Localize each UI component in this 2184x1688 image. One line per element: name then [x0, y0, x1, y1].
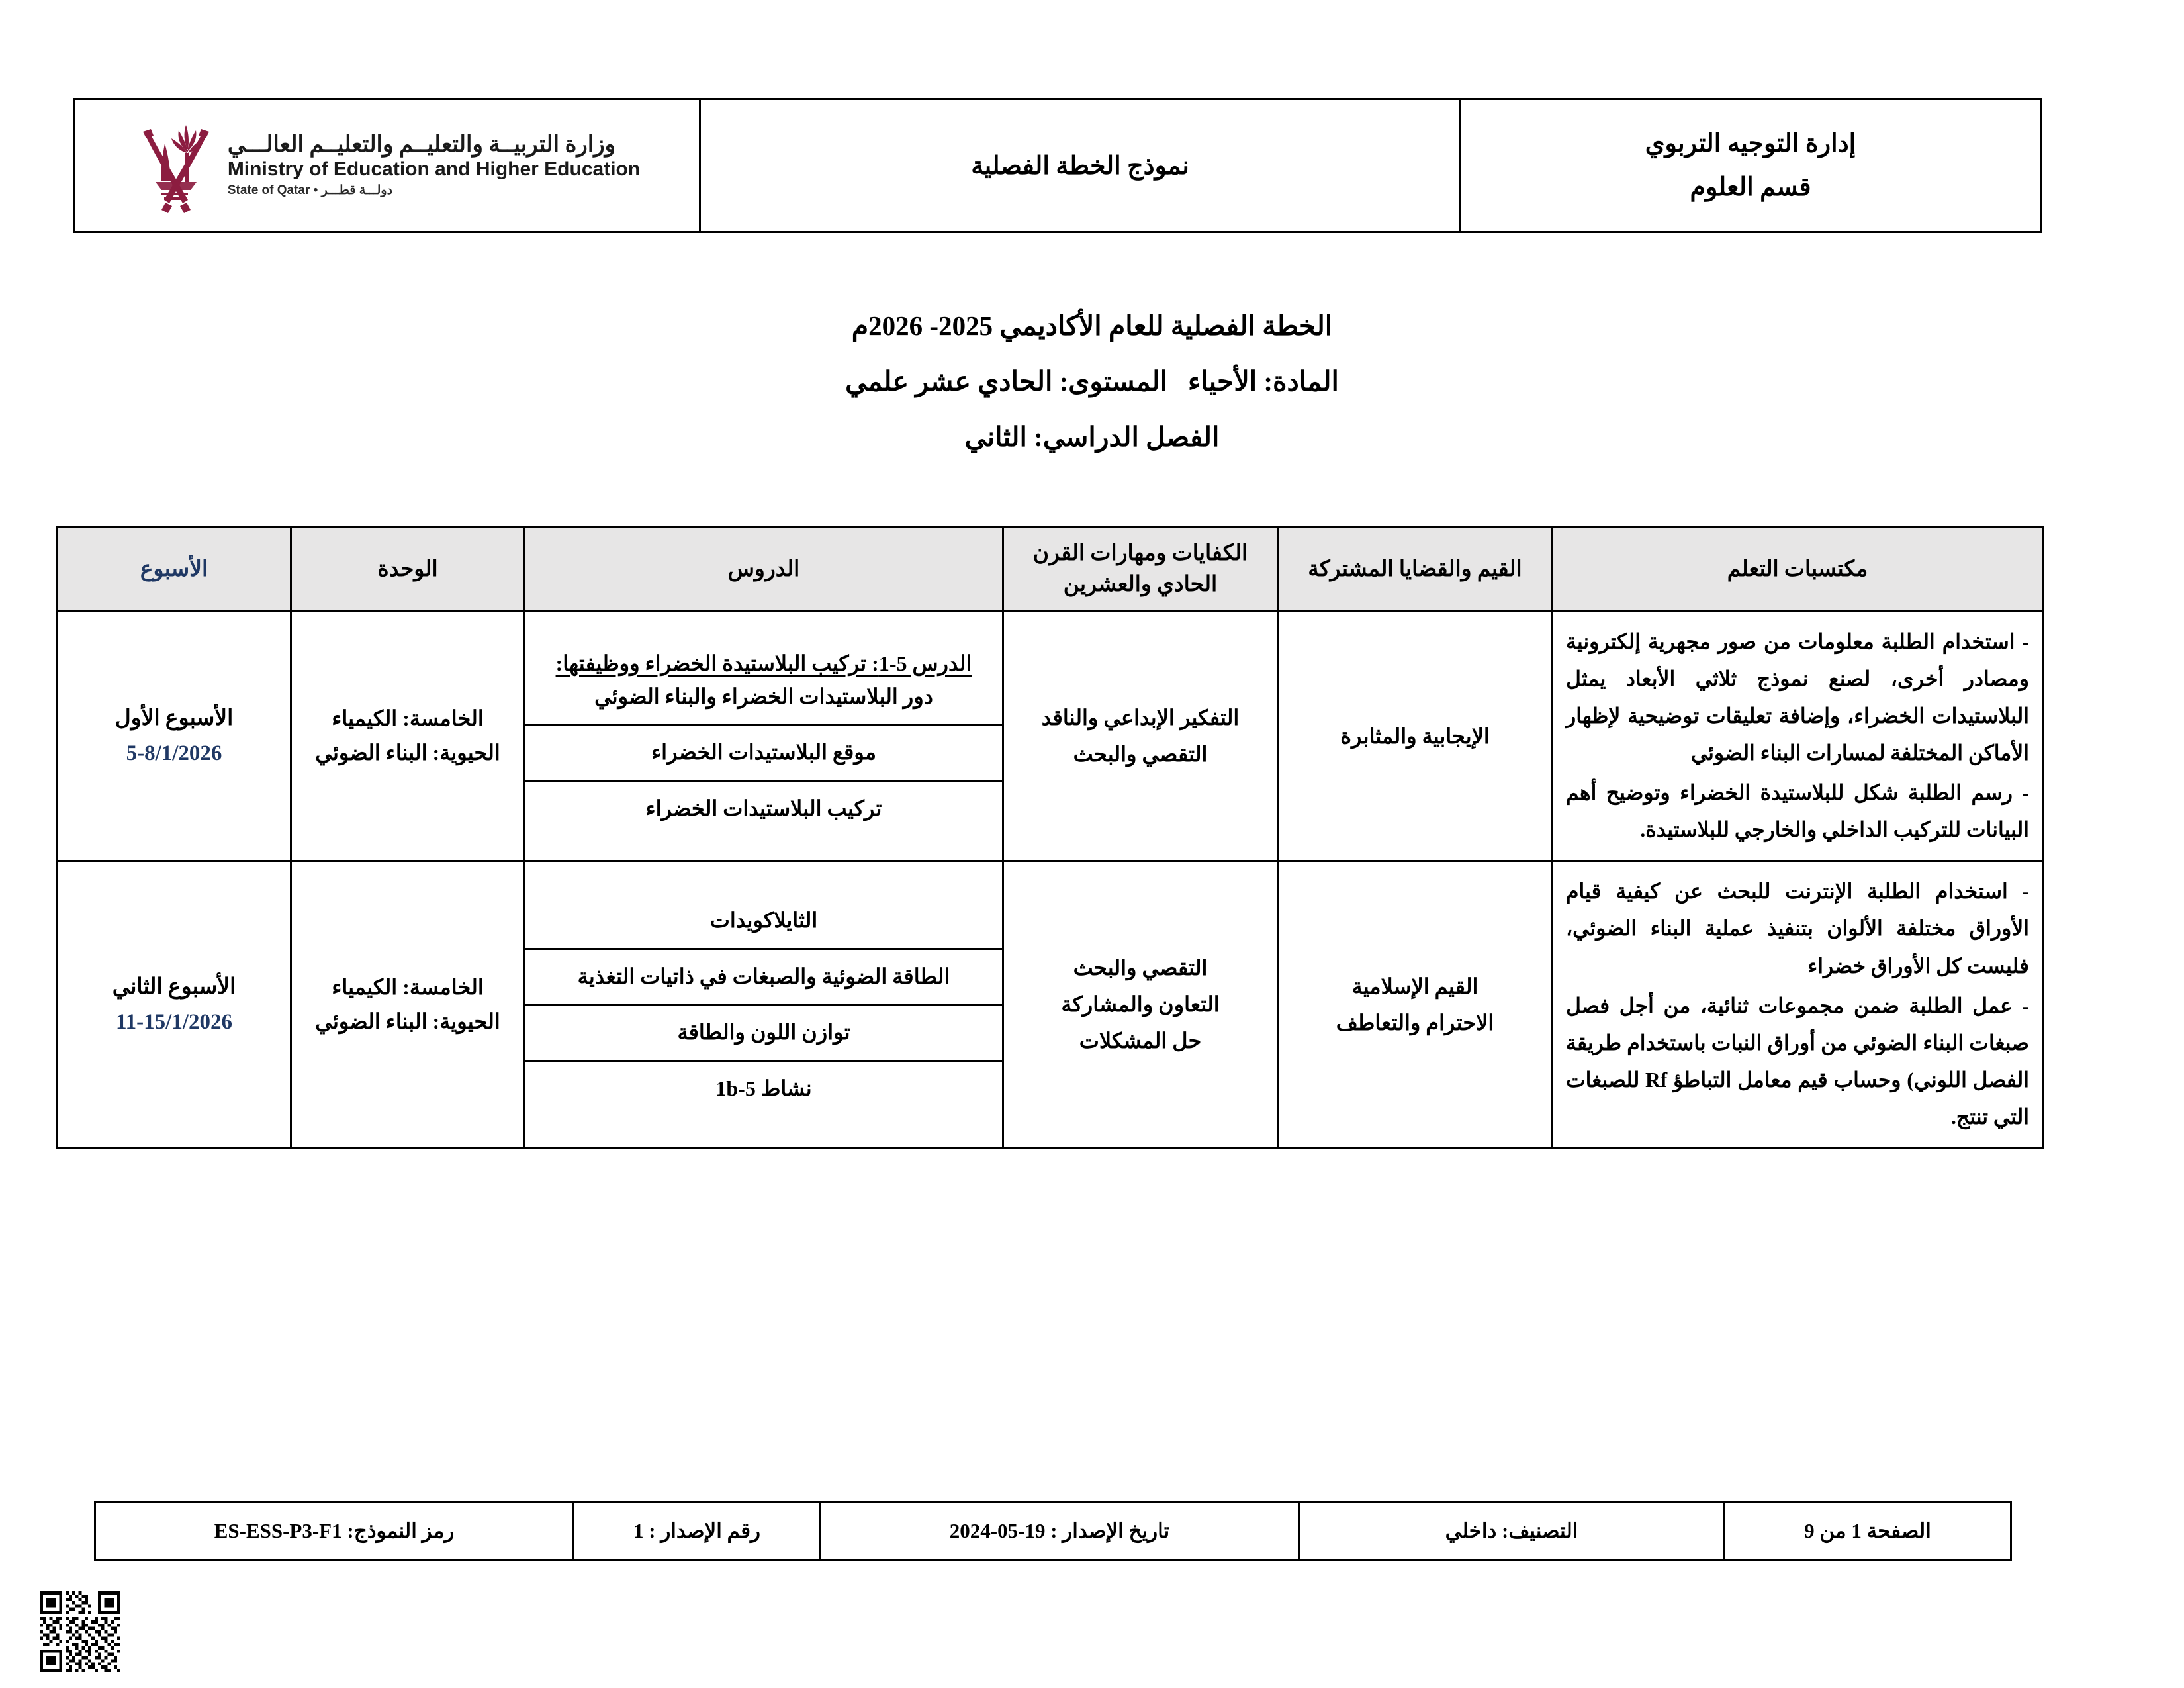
lesson-cell	[525, 780, 1002, 835]
footer-issue-date: تاريخ الإصدار : 19-05-2024	[821, 1503, 1299, 1560]
lesson-cell	[525, 949, 1002, 1005]
form-title: نموذج الخطة الفصلية	[971, 152, 1189, 180]
cell-values	[1278, 861, 1553, 1148]
lessons-list	[525, 637, 1002, 835]
lesson-cell	[525, 637, 1002, 725]
table-row	[58, 612, 2043, 861]
table-row	[58, 861, 2043, 1148]
cell-unit	[291, 861, 525, 1148]
plan-title-academic-year: الخطة الفصلية للعام الأكاديمي 2025- 2026م	[851, 310, 1333, 341]
plan-titles	[0, 298, 2184, 465]
week-date: 5-8/1/2026	[126, 741, 222, 766]
lesson-row	[525, 725, 1002, 781]
lesson-line: تركيب البلاستيدات الخضراء	[645, 796, 882, 820]
semester-plan-table	[56, 526, 2044, 1149]
column-header-unit: الوحدة	[291, 528, 525, 612]
competency-item: التقصي والبحث	[1073, 742, 1208, 767]
column-header-values: القيم والقضايا المشتركة	[1278, 528, 1553, 612]
plan-title-subject-level: المادة: الأحياء المستوى: الحادي عشر علمي	[845, 366, 1339, 397]
cell-outcomes	[1553, 861, 2043, 1148]
week-name: الأسبوع الثاني	[112, 974, 236, 999]
outcome-item: - استخدام الطلبة معلومات من صور مجهرية إلكترونية ومصادر أخرى، لصنع نموذج ثلاثي الأبعاد يمثل البلاستيدات الخضراء، وإضافة تعليقات توضيحية لإظهار الأماكن المختلفة لمسارات البناء الضوئي	[1566, 630, 2029, 765]
column-header-lessons: الدروس	[525, 528, 1003, 612]
value-item: الاحترام والتعاطف	[1336, 1010, 1494, 1035]
lesson-line: الثايلاكويدات	[709, 908, 818, 932]
table-body	[58, 612, 2043, 1149]
unit-text: الخامسة: الكيمياء الحيوية: البناء الضوئي	[315, 706, 500, 765]
table-header-row	[58, 528, 2043, 612]
competency-item: التقصي والبحث	[1073, 956, 1208, 980]
footer-issue-number: رقم الإصدار : 1	[574, 1503, 821, 1560]
lesson-line: الطاقة الضوئية والصبغات في ذاتيات التغذية	[577, 964, 950, 988]
value-item: القيم الإسلامية	[1351, 974, 1479, 998]
lessons-list	[525, 894, 1002, 1115]
lesson-line: توازن اللون والطاقة	[677, 1020, 850, 1045]
qr-code-icon	[40, 1591, 120, 1672]
column-header-outcomes: مكتسبات التعلم	[1553, 528, 2043, 612]
week-name: الأسبوع الأول	[114, 706, 234, 731]
plan-title-semester: الفصل الدراسي: الثاني	[964, 422, 1220, 453]
footer-form-code: رمز النموذج: ES-ESS-P3-F1	[95, 1503, 574, 1560]
cell-week	[58, 612, 291, 861]
lesson-row	[525, 894, 1002, 949]
lesson-line: موقع البلاستيدات الخضراء	[651, 740, 876, 765]
competency-item: حل المشكلات	[1079, 1029, 1202, 1053]
cell-competencies	[1003, 612, 1278, 861]
footer-page-number: الصفحة 1 من 9	[1725, 1503, 2011, 1560]
lesson-row	[525, 1005, 1002, 1061]
column-header-week: الأسبوع	[58, 528, 291, 612]
cell-lessons	[525, 861, 1003, 1148]
header-row	[74, 99, 2041, 232]
header-form-title-cell	[700, 99, 1461, 232]
outcome-item: - رسم الطلبة شكل للبلاستيدة الخضراء وتوضيح أهم البيانات للتركيب الداخلي والخارجي للبلاستيدة.	[1566, 781, 2029, 842]
competency-item: التفكير الإبداعي والناقد	[1041, 706, 1240, 730]
footer-classification: التصنيف: داخلي	[1299, 1503, 1725, 1560]
competency-item: التعاون والمشاركة	[1061, 992, 1220, 1017]
outcome-item: - عمل الطلبة ضمن مجموعات ثنائية، من أجل فصل صبغات البناء الضوئي من أوراق النبات باستخدام طريقة الفصل اللوني) وحساب قيم معامل التباطؤ Rf للصبغات التي تنتج.	[1566, 994, 2030, 1129]
lesson-cell	[525, 1060, 1002, 1115]
cell-outcomes	[1553, 612, 2043, 861]
state-of-qatar-label: دولـــة قطـــر • State of Qatar	[227, 183, 393, 198]
cell-competencies	[1003, 861, 1278, 1148]
ministry-name-arabic: وزارة التربيــة والتعليــم والتعليــم العالـــي	[227, 132, 616, 158]
department-administration: إدارة التوجيه التربوي	[1645, 129, 1856, 158]
header-logo-cell	[74, 99, 700, 232]
ministry-logo-text	[228, 133, 640, 198]
lesson-cell	[525, 725, 1002, 781]
lesson-row	[525, 637, 1002, 725]
column-header-competencies: الكفايات ومهارات القرن الحادي والعشرين	[1003, 528, 1278, 612]
header-department-cell	[1461, 99, 2041, 232]
value-item: الإيجابية والمثابرة	[1340, 724, 1490, 748]
cell-unit	[291, 612, 525, 861]
department-section: قسم العلوم	[1690, 173, 1811, 201]
cell-lessons	[525, 612, 1003, 861]
week-date: 11-15/1/2026	[115, 1009, 232, 1034]
lesson-row	[525, 949, 1002, 1005]
lesson-line: دور البلاستيدات الخضراء والبناء الضوئي	[594, 684, 933, 708]
outcome-item: - استخدام الطلبة الإنترنت للبحث عن كيفية قيام الأوراق مختلفة الألوان بتنفيذ عملية البناء الضوئي، فليست كل الأوراق خضراء	[1566, 880, 2029, 978]
unit-text: الخامسة: الكيمياء الحيوية: البناء الضوئي	[315, 974, 500, 1033]
lesson-line: الدرس 5-1: تركيب البلاستيدة الخضراء ووظيفتها:	[555, 651, 972, 675]
ministry-logo	[87, 116, 687, 215]
document-footer-table	[94, 1501, 2012, 1561]
cell-values	[1278, 612, 1553, 861]
document-header-table	[73, 98, 2042, 233]
cell-week	[58, 861, 291, 1148]
footer-row	[95, 1503, 2011, 1560]
lesson-row	[525, 780, 1002, 835]
lesson-line: نشاط 5-1b	[715, 1076, 812, 1100]
lesson-row	[525, 1060, 1002, 1115]
lesson-cell	[525, 894, 1002, 949]
ministry-name-english: Ministry of Education and Higher Education	[227, 158, 641, 180]
lesson-cell	[525, 1005, 1002, 1061]
qatar-emblem-icon	[134, 116, 218, 215]
